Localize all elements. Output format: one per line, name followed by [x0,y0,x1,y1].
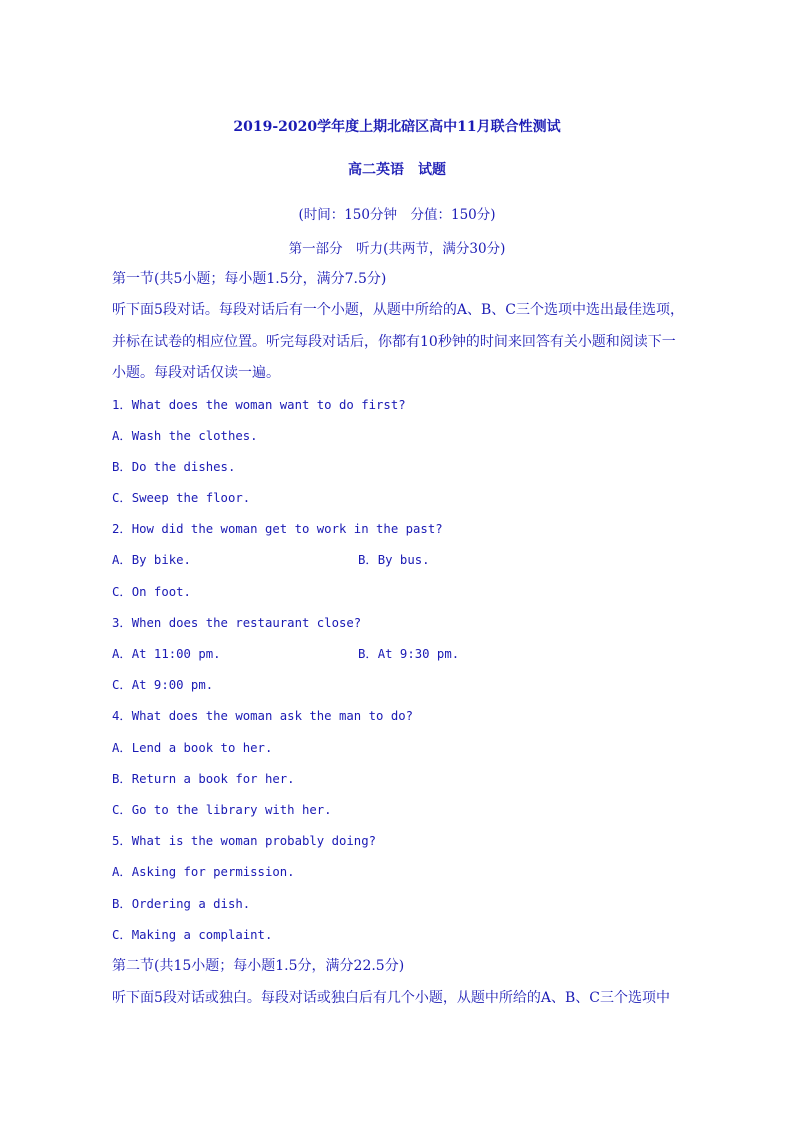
exam-title: 2019-2020学年度上期北碚区高中11月联合性测试 [233,119,561,135]
option-b: B．Do the dishes. [112,460,236,474]
option-a: A．Asking for permission. [112,865,295,879]
exam-subtitle: 高二英语 试题 [348,162,446,178]
option-c: C．On foot. [112,585,191,599]
question-text: 5．What is the woman probably doing? [112,834,377,848]
question-text: 1．What does the woman want to do first? [112,398,406,412]
section1-instruction-line: 并标在试卷的相应位置。听完每段对话后，你都有10秒钟的时间来回答有关小题和阅读下一 [112,334,676,350]
option-b: B．Ordering a dish. [112,897,251,911]
section1-heading: 第一节(共5小题；每小题1.5分，满分7.5分) [112,271,387,287]
option-b: B．Return a book for her. [112,772,295,786]
option-c: C．Go to the library with her. [112,803,332,817]
option-c: C．At 9:00 pm. [112,678,214,692]
option-c: C．Sweep the floor. [112,491,251,505]
option-a: A．At 11:00 pm. [112,647,221,661]
option-a: A．By bike. [112,553,191,567]
section2-instruction-line: 听下面5段对话或独白。每段对话或独白后有几个小题，从题中所给的A、B、C三个选项中 [112,990,671,1006]
option-b: B．By bus. [358,553,430,567]
option-c: C．Making a complaint. [112,928,273,942]
part1-heading: 第一部分 听力(共两节，满分30分) [288,241,506,257]
option-b: B．At 9:30 pm. [358,647,460,661]
question-text: 3．When does the restaurant close? [112,616,362,630]
time-score-line: (时间：150分钟 分值：150分) [298,207,496,223]
question-text: 4．What does the woman ask the man to do? [112,709,414,723]
option-a: A．Lend a book to her. [112,741,273,755]
section1-instruction-line: 小题。每段对话仅读一遍。 [112,365,280,381]
question-text: 2．How did the woman get to work in the past? [112,522,443,536]
section1-instruction-line: 听下面5段对话。每段对话后有一个小题，从题中所给的A、B、C三个选项中选出最佳选项， [112,302,685,318]
section2-heading: 第二节(共15小题；每小题1.5分，满分22.5分) [112,958,405,974]
option-a: A．Wash the clothes. [112,429,258,443]
